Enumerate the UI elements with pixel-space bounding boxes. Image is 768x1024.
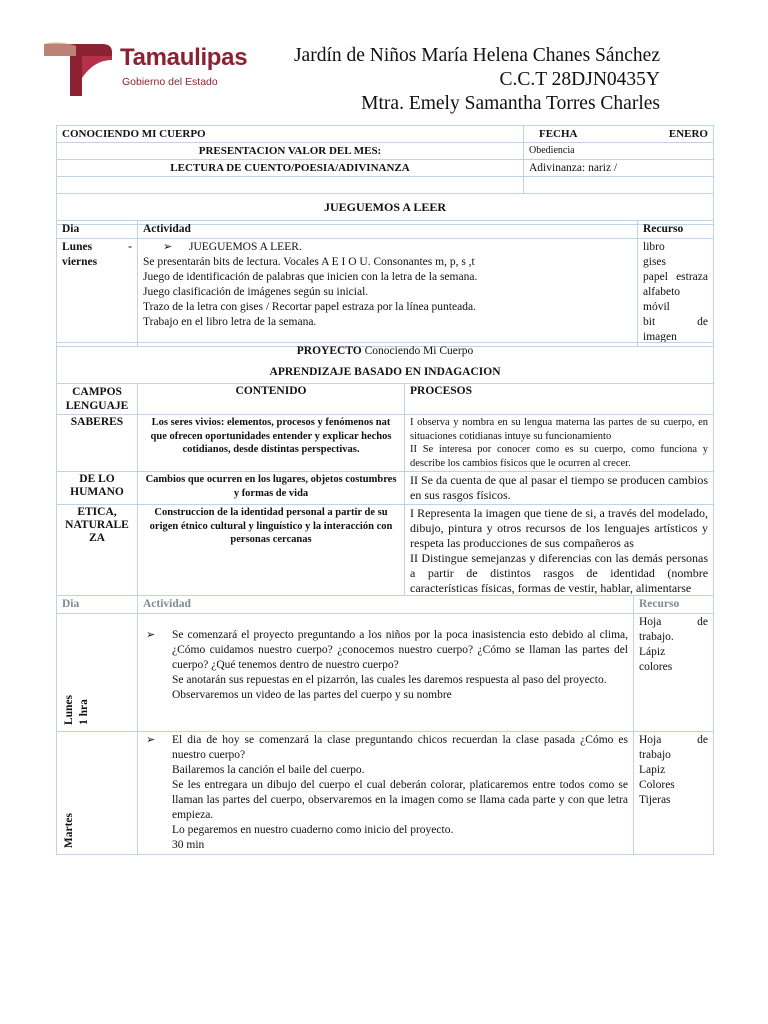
col-dia: Dia (57, 596, 138, 614)
proyecto-row (57, 343, 714, 384)
recurso-item: imagen (643, 331, 677, 343)
lectura-label: LECTURA DE CUENTO/POESIA/ADIVINANZA (57, 160, 524, 177)
actividad-line: Se presentarán bits de lectura. Vocales A E I O U. Consonantes m, p, s ,t (143, 256, 475, 268)
contenido-header: CONTENIDO (138, 384, 405, 415)
dia-cell (57, 239, 138, 347)
proyecto-name: Conociendo Mi Cuerpo (364, 345, 474, 357)
actividad-bullet: ➢ JUEGUEMOS A LEER. (163, 240, 632, 255)
campos-header (57, 384, 138, 415)
resource-item: Hoja de (639, 616, 708, 628)
info-row-topic (57, 126, 714, 143)
recurso-item: papel estraza (643, 271, 708, 283)
recurso-item: bit de (643, 316, 708, 328)
campo-cell: DE LO HUMANO (57, 472, 138, 505)
resource-item: Tijeras (639, 794, 671, 806)
activity-cell (138, 732, 634, 855)
actividad-line: Juego clasificación de imágenes según su inicial. (143, 286, 369, 298)
activity-line: 30 min (172, 839, 205, 851)
activity-line: Se les entregara un dibujo del cuerpo el cual deberán colorar, platicaremos entre todos como se llaman las partes del cuerpo, observaremos en la imagen como se llama cada parte y con que letra empieza. (172, 779, 628, 821)
campo-cell: SABERES (57, 415, 138, 472)
dia-line (62, 240, 132, 255)
actividad-line: Juego de identificación de palabras que inicien con la letra de la semana. (143, 271, 478, 283)
empty-cell (57, 177, 524, 194)
recurso-item: gises (643, 256, 666, 268)
school-name: Jardín de Niños María Helena Chanes Sánchez (293, 45, 660, 66)
dia-end: viernes (62, 256, 98, 268)
proyecto-line (62, 344, 708, 359)
actividad-lines (143, 255, 632, 330)
proyecto-header-row (57, 384, 714, 415)
info-row-empty (57, 177, 714, 194)
actividad-line: Trazo de la letra con gises / Recortar papel estraza por la línea punteada. (143, 301, 476, 313)
valor-value: Obediencia (524, 143, 714, 160)
procesos-cell: I observa y nombra en su lengua materna las partes de su cuerpo, en situaciones cotidianas intuye su funcionamiento II Se interesa por conocer como es su cuerpo, como funciona y describe los cambios físicos que le ocurren al crecer. (405, 415, 714, 472)
campo-cell: ETICA, NATURALE ZA (57, 505, 138, 598)
resource-item: colores (639, 661, 673, 673)
proyecto-table (56, 342, 714, 598)
resource-item: Colores (639, 779, 675, 791)
fecha-value: ENERO (668, 128, 708, 140)
dia-start: Lunes (62, 241, 93, 253)
valor-label: PRESENTACION VALOR DEL MES: (57, 143, 524, 160)
day-cell (57, 614, 138, 732)
activity-cell (138, 614, 634, 732)
activity-line: Bailaremos la canción el baile del cuerpo. (172, 764, 365, 776)
school-cct: C.C.T 28DJN0435Y (499, 69, 660, 90)
actividad-cell (138, 239, 638, 347)
recurso-item: libro (643, 241, 665, 253)
resource-item: trabajo. (639, 631, 674, 643)
fecha-label: FECHA (539, 128, 578, 140)
dia-dash: - (128, 241, 132, 253)
proyecto-campo-row (57, 505, 714, 598)
activity-bullet: ➢ Se comenzará el proyecto preguntando a los niños por la poca inasistencia esto debido al clima, ¿Cómo cuidamos nuestro cuerpo? ¿conocemos nuestro cuerpo? ¿Cómo se llaman las partes del cuerpo? ¿Qué tenemos dentro de nuestro cuerpo? (146, 628, 628, 673)
proyecto-campo-row (57, 472, 714, 505)
lectura-table (56, 220, 714, 347)
activity-bullet: ➢ El dia de hoy se comenzará la clase preguntando chicos recuerdan la clase pasada ¿Cómo es nuestro cuerpo? (146, 733, 628, 763)
procesos-cell: II Se da cuenta de que al pasar el tiempo se producen cambios en sus rasgos físicos. (405, 472, 714, 505)
contenido-cell: Los seres vivios: elementos, procesos y fenómenos nat que ofrecen oportunidades entender y explicar hechos cotidianos, desde distintas perspectivas. (138, 415, 405, 472)
recurso-item: móvil (643, 301, 670, 313)
resource-cell (634, 614, 714, 732)
lectura-body-row (57, 239, 714, 347)
info-row-valor (57, 143, 714, 160)
logo-name: Tamaulipas (120, 44, 248, 71)
section-title: JUEGUEMOS A LEER (57, 194, 714, 225)
logo-subtitle: Gobierno del Estado (122, 76, 218, 88)
col-recurso: Recurso (638, 221, 714, 239)
dia-row (57, 732, 714, 855)
recurso-cell (638, 239, 714, 347)
lectura-value: Adivinanza: nariz / (524, 160, 714, 177)
resource-item: Lápiz (639, 646, 666, 658)
resource-item: Hoja de (639, 734, 708, 746)
empty-cell (524, 177, 714, 194)
actividad-line: Trabajo en el libro letra de la semana. (143, 316, 317, 328)
tamaulipas-emblem-icon (42, 38, 116, 98)
dia-row (57, 614, 714, 732)
activity-line: Se anotarán sus repuestas en el pizarrón, las cuales les daremos respuesta al paso del proyecto. (172, 674, 607, 686)
activity-line: Observaremos un video de las partes del cuerpo y su nombre (172, 689, 452, 701)
semana-table (56, 595, 714, 855)
resource-cell (634, 732, 714, 855)
lenguaje-label: LENGUAJE (65, 400, 129, 412)
day-label: Martes (63, 812, 75, 848)
proyecto-cell (57, 343, 714, 384)
proyecto-campo-row (57, 415, 714, 472)
proyecto-rows (57, 415, 714, 598)
aprendizaje-title: APRENDIZAJE BASADO EN INDAGACION (269, 366, 501, 378)
lectura-header-row (57, 221, 714, 239)
contenido-cell: Cambios que ocurren en los lugares, objetos costumbres y formas de vida (138, 472, 405, 505)
activity-line: Lo pegaremos en nuestro cuaderno como inicio del proyecto. (172, 824, 454, 836)
semana-header-row (57, 596, 714, 614)
col-actividad: Actividad (138, 596, 634, 614)
resource-item: trabajo (639, 749, 671, 761)
document-header (294, 44, 660, 116)
day-cell (57, 732, 138, 855)
campos-label: CAMPOS (72, 386, 122, 398)
tamaulipas-logo (42, 38, 262, 98)
info-row-lectura (57, 160, 714, 177)
info-table (56, 125, 714, 225)
col-actividad: Actividad (138, 221, 638, 239)
recurso-item: alfabeto (643, 286, 681, 298)
procesos-header: PROCESOS (405, 384, 714, 415)
day-label: Lunes 1 hra (63, 694, 90, 725)
proyecto-label: PROYECTO (296, 345, 362, 357)
teacher-name: Mtra. Emely Samantha Torres Charles (361, 93, 660, 114)
col-recurso: Recurso (634, 596, 714, 614)
contenido-cell: Construccion de la identidad personal a partir de su origen étnico cultural y linguístico y la interacción con personas cercanas (138, 505, 405, 598)
fecha-cell (524, 126, 714, 143)
col-dia: Dia (57, 221, 138, 239)
resource-item: Lapiz (639, 764, 666, 776)
topic-title: CONOCIENDO MI CUERPO (57, 126, 524, 143)
procesos-cell: I Representa la imagen que tiene de si, a través del modelado, dibujo, pintura y otros recursos de los lenguajes artísticos y respeta las producciones de sus compañeros as II Distingue semejanzas y diferencias con las demás personas a partir de distintos rasgos de identidad (nombre características físicas, formas de vestir, hablar, alimentarse (405, 505, 714, 598)
semana-rows (57, 614, 714, 855)
